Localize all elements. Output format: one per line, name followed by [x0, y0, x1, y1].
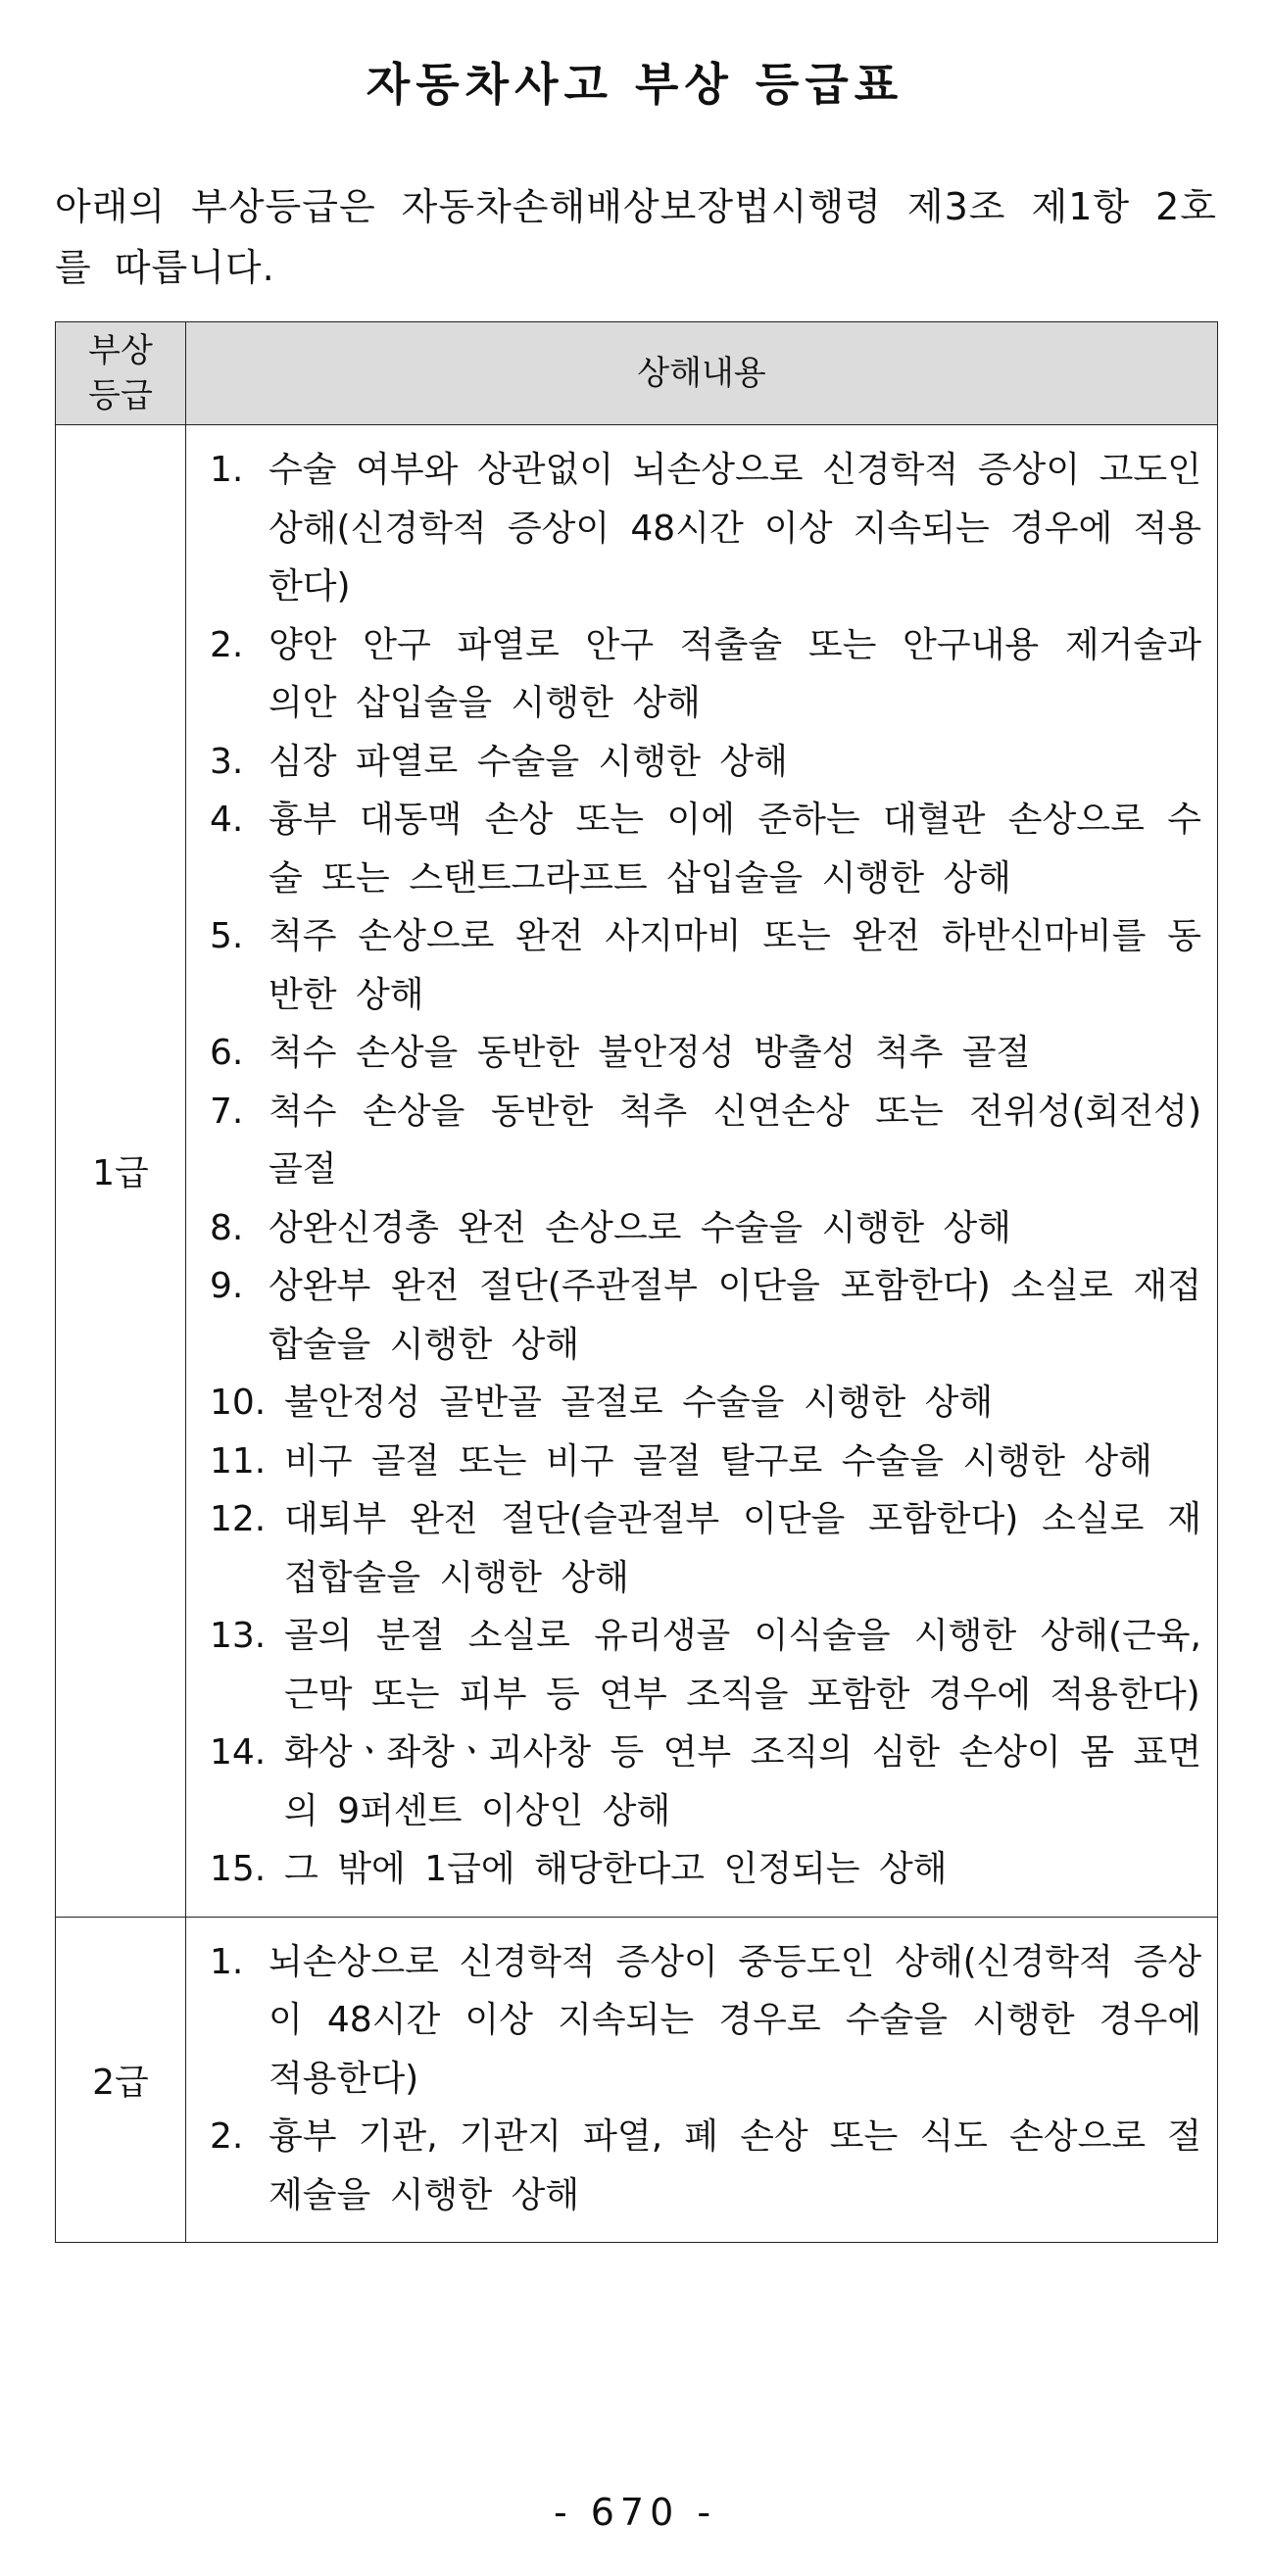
header-grade — [56, 322, 186, 425]
list-item — [202, 733, 1201, 792]
item-text: 심장 파열로 수술을 시행한 상해 — [269, 741, 788, 782]
item-text: 상완신경총 완전 손상으로 수술을 시행한 상해 — [269, 1207, 1011, 1248]
item-text: 수술 여부와 상관없이 뇌손상으로 신경학적 증상이 고도인 상해(신경학적 증상이 48시간 이상 지속되는 경우에 적용한다) — [269, 450, 1201, 607]
injury-content-cell — [186, 425, 1218, 1918]
list-item — [202, 2108, 1201, 2224]
item-number: 1. — [210, 450, 244, 490]
grade-cell: 2급 — [56, 1917, 186, 2243]
list-item — [202, 1374, 1201, 1433]
item-text: 불안정성 골반골 골절로 수술을 시행한 상해 — [284, 1383, 994, 1423]
item-number: 8. — [210, 1207, 244, 1248]
list-item — [202, 1490, 1201, 1607]
intro-paragraph: 아래의 부상등급은 자동차손해배상보장법시행령 제3조 제1항 2호를 따릅니다. — [55, 185, 1217, 289]
item-text: 척주 손상으로 완전 사지마비 또는 완전 하반신마비를 동반한 상해 — [269, 916, 1201, 1015]
item-text: 흉부 기관, 기관지 파열, 폐 손상 또는 식도 손상으로 절제술을 시행한 상해 — [269, 2116, 1201, 2215]
item-number: 13. — [210, 1616, 267, 1656]
list-item — [202, 1724, 1201, 1840]
item-text: 그 밖에 1급에 해당한다고 인정되는 상해 — [284, 1849, 948, 1889]
item-number: 12. — [210, 1499, 267, 1539]
list-item — [202, 441, 1201, 616]
table-row — [56, 425, 1218, 1918]
injury-list — [202, 1933, 1201, 2225]
item-text: 상완부 완전 절단(주관절부 이단을 포함한다) 소실로 재접합술을 시행한 상해 — [269, 1266, 1201, 1365]
item-number: 7. — [210, 1091, 244, 1132]
item-number: 9. — [210, 1266, 244, 1306]
injury-grade-table — [55, 321, 1218, 2243]
list-item — [202, 907, 1201, 1024]
grade-cell: 1급 — [56, 425, 186, 1918]
item-text: 척수 손상을 동반한 불안정성 방출성 척추 골절 — [269, 1033, 1031, 1073]
item-text: 대퇴부 완전 절단(슬관절부 이단을 포함한다) 소실로 재접합술을 시행한 상해 — [284, 1499, 1201, 1598]
item-number: 2. — [210, 2116, 244, 2157]
list-item — [202, 1840, 1201, 1899]
header-grade-line1: 부상 — [88, 331, 153, 370]
item-number: 10. — [210, 1383, 267, 1423]
item-number: 1. — [210, 1941, 244, 1982]
header-grade-line2: 등급 — [88, 376, 153, 415]
list-item — [202, 1083, 1201, 1199]
item-text: 흉부 대동맥 손상 또는 이에 준하는 대혈관 손상으로 수술 또는 스탠트그라프트 삽입술을 시행한 상해 — [269, 800, 1201, 899]
list-item — [202, 1199, 1201, 1258]
list-item — [202, 1433, 1201, 1491]
item-number: 3. — [210, 741, 244, 782]
item-number: 4. — [210, 800, 244, 840]
injury-list — [202, 441, 1201, 1899]
item-text: 뇌손상으로 신경학적 증상이 중등도인 상해(신경학적 증상이 48시간 이상 지속되는 경우로 수술을 시행한 경우에 적용한다) — [269, 1941, 1201, 2099]
page-title: 자동차사고 부상 등급표 — [366, 58, 904, 111]
header-content: 상해내용 — [186, 322, 1218, 425]
item-number: 11. — [210, 1440, 267, 1482]
injury-content-cell — [186, 1917, 1218, 2243]
list-item — [202, 1024, 1201, 1083]
table-header-row — [56, 322, 1218, 425]
list-item — [202, 616, 1201, 733]
list-item — [202, 791, 1201, 907]
item-number: 14. — [210, 1732, 267, 1773]
item-text: 비구 골절 또는 비구 골절 탈구로 수술을 시행한 상해 — [284, 1440, 1152, 1482]
item-number: 15. — [210, 1849, 267, 1889]
item-text: 척수 손상을 동반한 척추 신연손상 또는 전위성(회전성) 골절 — [269, 1091, 1201, 1190]
list-item — [202, 1607, 1201, 1724]
item-text: 화상ㆍ좌창ㆍ괴사창 등 연부 조직의 심한 손상이 몸 표면의 9퍼센트 이상인 상해 — [284, 1732, 1201, 1831]
list-item — [202, 1933, 1201, 2109]
item-text: 양안 안구 파열로 안구 적출술 또는 안구내용 제거술과 의안 삽입술을 시행한 상해 — [269, 624, 1201, 723]
table-row — [56, 1917, 1218, 2243]
item-number: 5. — [210, 916, 244, 956]
page-number: - 670 - — [553, 2491, 717, 2534]
item-number: 2. — [210, 624, 244, 665]
list-item — [202, 1257, 1201, 1374]
item-number: 6. — [210, 1033, 244, 1073]
item-text: 골의 분절 소실로 유리생골 이식술을 시행한 상해(근육, 근막 또는 피부 등 연부 조직을 포함한 경우에 적용한다) — [284, 1616, 1201, 1715]
